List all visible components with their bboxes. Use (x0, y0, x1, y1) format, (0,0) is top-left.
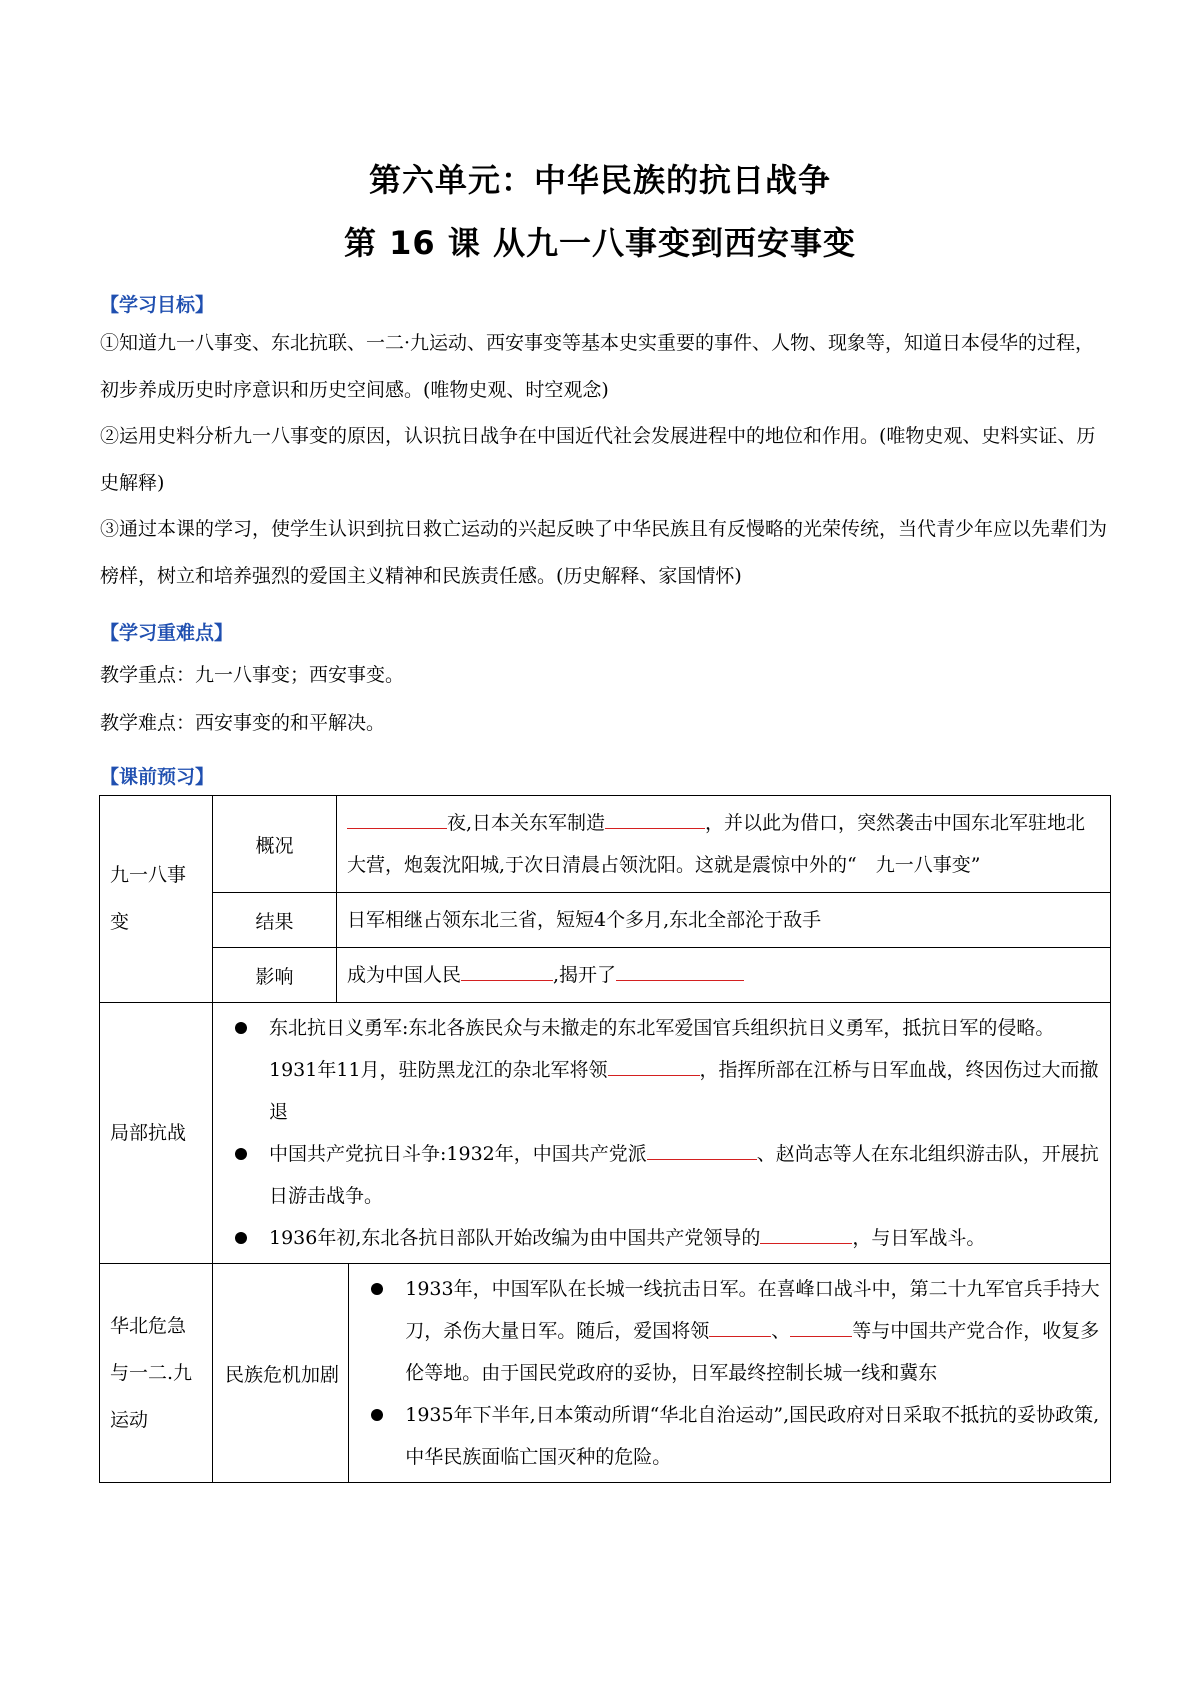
list-item (357, 1268, 1100, 1394)
bullet-icon (235, 1148, 247, 1160)
table-row (100, 1264, 1111, 1483)
cell-text: 夜,日本关东军制造 (447, 812, 606, 834)
row-label: 影响 (213, 948, 337, 1003)
list-item (221, 1007, 1100, 1133)
fill-blank[interactable] (347, 807, 447, 829)
cell-text: 1935年下半年,日本策动所谓“华北自治运动”,国民政府对日采取不抵抗的妥协政策,中华民族面临亡国灭种的危险。 (405, 1404, 1100, 1468)
result-cell: 日军相继占领东北三省，短短4个多月,东北全部沦于敌手 (337, 893, 1111, 948)
fill-blank[interactable] (616, 959, 744, 981)
fill-blank[interactable] (461, 959, 553, 981)
bullets-cell (349, 1264, 1111, 1483)
cell-text: 、 (771, 1320, 791, 1342)
fill-blank[interactable] (790, 1315, 852, 1337)
cell-text: ，指挥所部在江桥与日军血战，终因伤过大而撤退 (269, 1059, 1099, 1123)
section-name: 九一八事变 (100, 796, 213, 1003)
cell-text: 1936年初,东北各抗日部队开始改编为由中国共产党领导的 (269, 1227, 761, 1249)
list-item (221, 1133, 1100, 1217)
objectives-heading: 【学习目标】 (100, 294, 215, 316)
difficulty-text: 教学难点：西安事变的和平解决。 (100, 712, 386, 734)
cell-text: 东北抗日义勇军:东北各族民众与未撤走的东北军爱国官兵组织抗日义勇军，抵抗日军的侵略。1931年11月，驻防黑龙江的杂北军将领 (269, 1017, 1055, 1081)
bullet-icon (235, 1232, 247, 1244)
fill-blank[interactable] (608, 1054, 700, 1076)
focus-text: 教学重点：九一八事变；西安事变。 (100, 664, 405, 686)
objective-item-1: ①知道九一八事变、东北抗联、一二·九运动、西安事变等基本史实重要的事件、人物、现象等，知道日本侵华的过程，初步养成历史时序意识和历史空间感。(唯物史观、时空观念) (100, 332, 1095, 401)
overview-cell (337, 796, 1111, 893)
cell-text: 等与中国共产党合作，收复多伦等地。由于国民党政府的妥协，日军最终控制长城一线和冀东 (405, 1320, 1100, 1384)
bullet-icon (235, 1022, 247, 1034)
fill-blank[interactable] (605, 807, 705, 829)
lesson-title: 第 16 课 从九一八事变到西安事变 (344, 224, 856, 262)
cell-text: 、赵尚志等人在东北组织游击队，开展抗日游击战争。 (269, 1143, 1099, 1207)
row-label: 概况 (213, 796, 337, 893)
table-row (100, 948, 1111, 1003)
table-row (100, 1003, 1111, 1264)
list-item (357, 1394, 1100, 1478)
list-item (221, 1217, 1100, 1259)
cell-text: ，与日军战斗。 (852, 1227, 986, 1249)
table-row (100, 796, 1111, 893)
objective-item-3: ③通过本课的学习，使学生认识到抗日救亡运动的兴起反映了中华民族且有反慢略的光荣传统，当代青少年应以先辈们为榜样，树立和培养强烈的爱国主义精神和民族责任感。(历史解释、家国情怀) (100, 518, 1108, 587)
cell-text: ，并以此为借口，突然袭击中国东北军驻地北大营，炮轰沈阳城,于次日清晨占领沈阳。这就是震惊中外的“ 九一八事变” (347, 812, 1086, 876)
unit-title: 第六单元：中华民族的抗日战争 (368, 161, 831, 199)
fill-blank[interactable] (760, 1222, 852, 1244)
section-name: 局部抗战 (100, 1003, 213, 1264)
impact-cell (337, 948, 1111, 1003)
cell-text: 1933年，中国军队在长城一线抗击日军。在喜峰口战斗中，第二十九军官兵手持大刀，杀伤大量日军。随后，爱国将领 (405, 1278, 1100, 1342)
preview-table (99, 795, 1111, 1483)
row-label: 结果 (213, 893, 337, 948)
preview-heading: 【课前预习】 (100, 766, 215, 788)
cell-text: 中国共产党抗日斗争:1932年，中国共产党派 (269, 1143, 647, 1165)
fill-blank[interactable] (709, 1315, 771, 1337)
table-row (100, 893, 1111, 948)
cell-text: ,揭开了 (553, 964, 617, 986)
bullet-icon (371, 1283, 383, 1295)
section-name: 华北危急与一二.九运动 (100, 1264, 213, 1483)
bullet-icon (371, 1409, 383, 1421)
key-points-heading: 【学习重难点】 (100, 622, 234, 644)
objective-item-2: ②运用史料分析九一八事变的原因，认识抗日战争在中国近代社会发展进程中的地位和作用。(唯物史观、史料实证、历史解释) (100, 425, 1096, 494)
cell-text: 成为中国人民 (347, 964, 462, 986)
bullets-cell (213, 1003, 1111, 1264)
fill-blank[interactable] (647, 1138, 757, 1160)
row-label: 民族危机加剧 (213, 1264, 349, 1483)
